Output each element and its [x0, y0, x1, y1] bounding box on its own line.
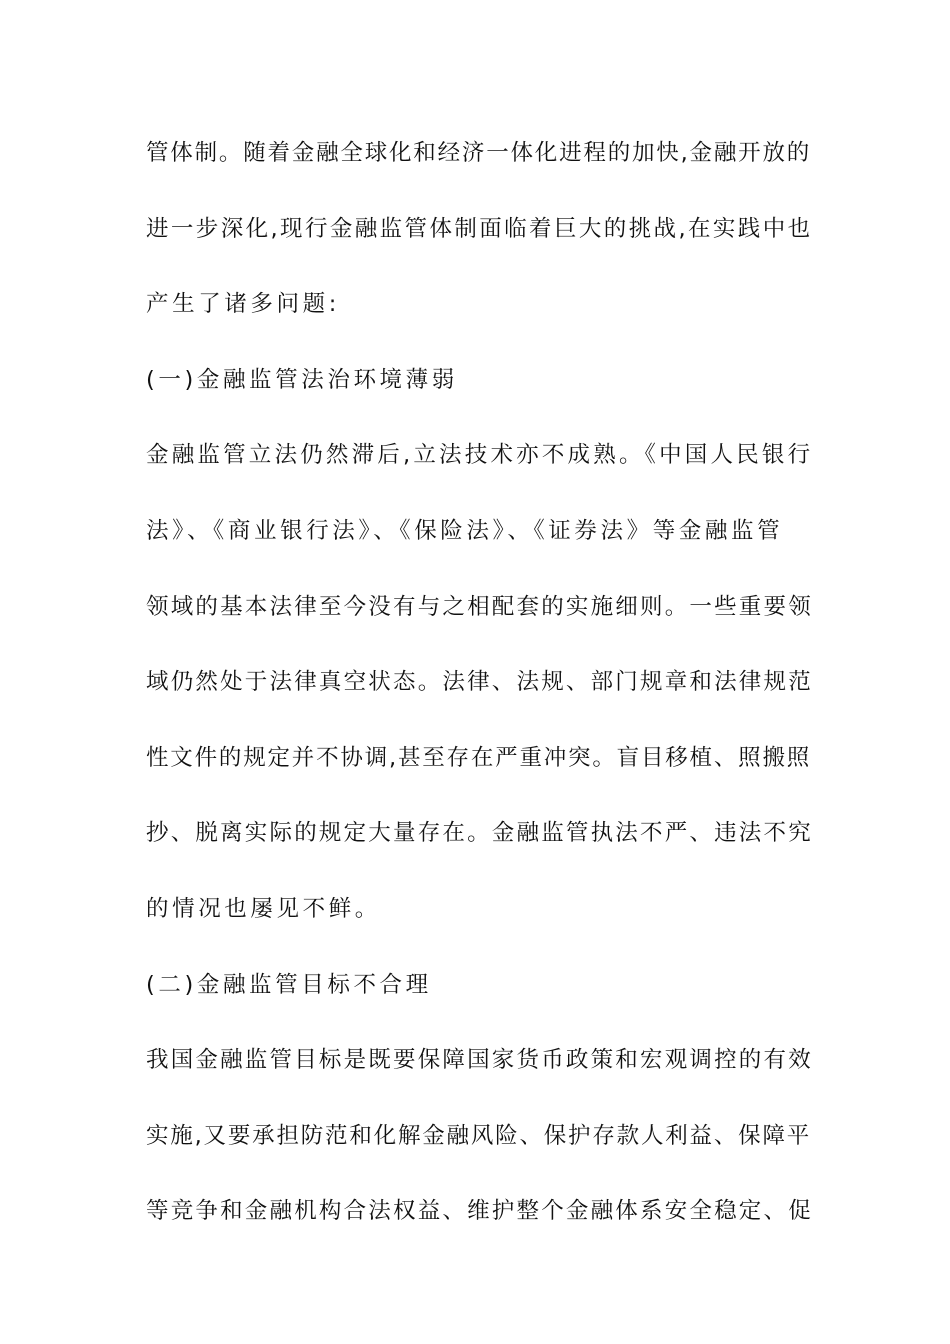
paragraph-line: 抄、脱离实际的规定大量存在。金融监管执法不严、违法不究 — [146, 820, 813, 847]
section-heading: (二)金融监管目标不合理 — [146, 971, 432, 998]
paragraph-line: 金融监管立法仍然滞后,立法技术亦不成熟。《中国人民银行 — [146, 442, 814, 469]
body-text — [146, 133, 816, 1267]
paragraph-line: 领域的基本法律至今没有与之相配套的实施细则。一些重要领 — [146, 593, 813, 620]
paragraph-line: 产生了诸多问题: — [146, 291, 340, 318]
paragraph-line: 域仍然处于法律真空状态。法律、法规、部门规章和法律规范 — [146, 669, 813, 696]
paragraph-line: 性文件的规定并不协调,甚至存在严重冲突。盲目移植、照搬照 — [146, 744, 812, 771]
paragraph-line: 的情况也屡见不鲜。 — [146, 895, 381, 922]
section-heading: (一)金融监管法治环境薄弱 — [146, 366, 458, 393]
paragraph-line: 等竞争和金融机构合法权益、维护整个金融体系安全稳定、促 — [146, 1198, 813, 1225]
paragraph-line: 我国金融监管目标是既要保障国家货币政策和宏观调控的有效 — [146, 1047, 813, 1074]
paragraph-line: 法》、《商业银行法》、《保险法》、《证券法》等金融监管 — [146, 517, 784, 544]
paragraph-line: 管体制。随着金融全球化和经济一体化进程的加快,金融开放的 — [146, 140, 812, 166]
paragraph-line: 进一步深化,现行金融监管体制面临着巨大的挑战,在实践中也 — [146, 215, 813, 242]
paragraph-line: 实施,又要承担防范和化解金融风险、保护存款人利益、保障平 — [146, 1122, 812, 1149]
